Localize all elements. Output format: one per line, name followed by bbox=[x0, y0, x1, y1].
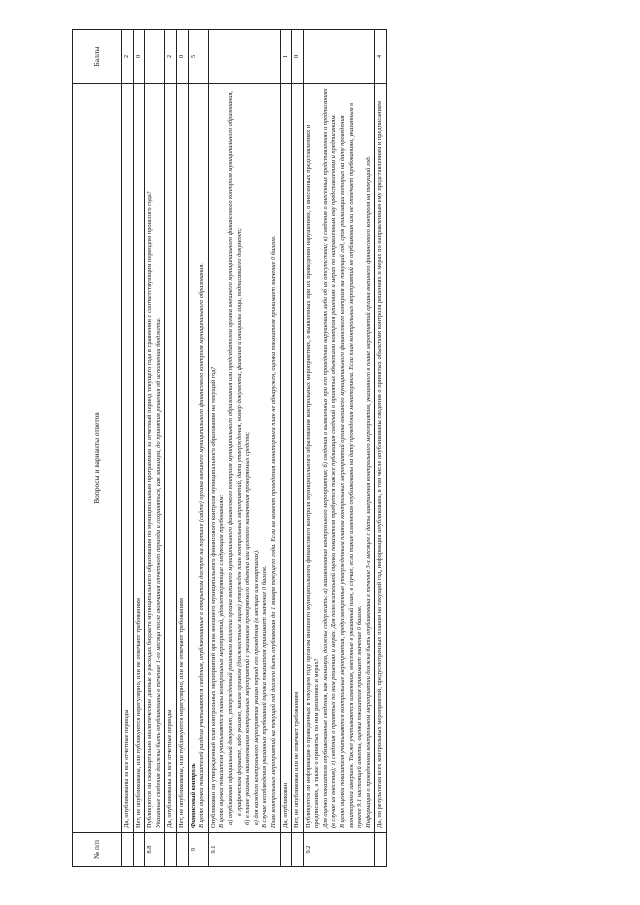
question-note: Для оценки показателя опубликованные сведения, как минимум, должны содержать: а) наименование контрольного мероприятия; б) сведения о выявленных при его проведении нарушениях либо об их отсутствии; в) сведения о внесенных представлениях и предписаниях (в случае их внесения); г) сведения о принятых по ним решениях и мерах. Для положительной оценки показателя требуется также публикация сведений о принятых объектами контроля решениях и мерах по направленным ему представлениям и предписаниям. bbox=[321, 88, 338, 828]
table-row bbox=[165, 30, 177, 867]
section-row-9 bbox=[188, 30, 208, 867]
score-cell: 0 bbox=[292, 30, 304, 84]
score-cell: 0 bbox=[133, 30, 145, 84]
question-row-9-2 bbox=[303, 30, 375, 867]
table-row bbox=[375, 30, 387, 867]
score-cell bbox=[208, 30, 280, 84]
question-text: Публикуются ли сжеквартально аналитические данные о расходах бюджета муниципального образования по муниципальным программам за отчетный период текущего года в сравнении с соответствующим периодом прошлого года? bbox=[146, 191, 154, 828]
requirement-item: б) в плане указаны наименования контрольных мероприятий с указанием проверяемого объекта или целевого назначения проверяемых средств; bbox=[244, 431, 252, 825]
answer-option: Нет, не опубликованы, или публикуются нерегулярно, или не отвечают требованиям bbox=[133, 84, 145, 833]
row-num bbox=[133, 833, 145, 867]
question-note: Указанные сведения должны быть опубликованы в течение 1-го месяца после окончания отчетного периода и сохраняться, как минимум, до принятия решения об исполнении бюджета. bbox=[154, 317, 162, 828]
question-cell bbox=[145, 84, 165, 833]
header-question: Вопросы и варианты ответов bbox=[73, 84, 122, 833]
answer-option: Да, по результатам всех контрольных мероприятий, предусмотренных планом на текущий год, информация опубликована, в том числе опубликованы сведения о принятых объектами контроля решениях и мерах по направленным ему представлениям и предписаниям bbox=[375, 84, 387, 833]
question-note: В случае несоблюдения указанных требований оценка показателя принимает значение 0 баллов. bbox=[261, 565, 269, 828]
score-cell bbox=[303, 30, 375, 84]
question-number: 9.2 bbox=[303, 833, 375, 867]
answer-option: Да, опубликован bbox=[280, 84, 292, 833]
question-text: Опубликован ли утвержденный план контрольных мероприятий органа внешнего муниципального финансового контроля муниципального образования на текущий год? bbox=[209, 366, 217, 828]
table-row bbox=[133, 30, 145, 867]
score-cell: 1 bbox=[280, 30, 292, 84]
row-num bbox=[165, 833, 177, 867]
section-number: 9 bbox=[188, 833, 208, 867]
row-num bbox=[292, 833, 304, 867]
score-cell bbox=[145, 30, 165, 84]
answer-option: Нет, не опубликованы, или публикуются нерегулярно, или не отвечают требованиям bbox=[176, 84, 188, 833]
section-note: В целях оценки показателей раздела учитываются сведения, опубликованные в открытом доступе на портале (сайте) органа внешнего муниципального финансового контроля муниципального образования. bbox=[198, 263, 206, 828]
score-cell: 5 bbox=[188, 30, 208, 84]
requirement-item: в) для каждого контрольного мероприятия указан период его проведения (в месяцах или кварталах). bbox=[252, 549, 260, 825]
table-row bbox=[122, 30, 134, 867]
questionnaire-table bbox=[72, 29, 387, 867]
score-cell: 0 bbox=[176, 30, 188, 84]
row-num bbox=[280, 833, 292, 867]
answer-option: Да, опубликованы за все отчетные периоды bbox=[122, 84, 134, 833]
table-header-row bbox=[73, 30, 122, 867]
question-cell bbox=[208, 84, 280, 833]
answer-option: Да, опубликованы за все отчетные периоды bbox=[165, 84, 177, 833]
header-num: № п/п bbox=[73, 833, 122, 867]
question-number: 8.8 bbox=[145, 833, 165, 867]
score-cell: 2 bbox=[165, 30, 177, 84]
table-row bbox=[292, 30, 304, 867]
question-row-8-8 bbox=[145, 30, 165, 867]
question-cell bbox=[303, 84, 375, 833]
score-cell: 2 bbox=[122, 30, 134, 84]
header-score: Баллы bbox=[73, 30, 122, 84]
answer-option: Нет, не опубликован или не отвечает требованиям bbox=[292, 84, 304, 833]
question-row-9-1 bbox=[208, 30, 280, 867]
question-text: Публикуется ли информация о проведенных в текущем году органом внешнего муниципального финансового контроля муниципального образования контрольных мероприятиях, о выявленных при их проведении нарушениях, о внесенных представлениях и предписаниях, а также о принятых по ним решениях и мерах? bbox=[304, 124, 321, 828]
section-title: Финансовый контроль bbox=[189, 763, 197, 828]
table-row bbox=[280, 30, 292, 867]
question-note: Информация о проведенном контрольном мероприятии должна быть опубликована в течение 3-х месяцев с даты завершения контрольного мероприятия, указанного в плане мероприятий органа внешнего финансового контроля на текущий год. bbox=[364, 155, 372, 828]
row-num bbox=[375, 833, 387, 867]
row-num bbox=[122, 833, 134, 867]
question-note: В целях оценки показателя учитываются контрольные мероприятия, предусмотренные утвержденным планом контрольных мероприятий органа внешнего муниципального финансового контроля на текущий год, срок реализации которых на дату проведения мониторинга завершен. Также учитываются изменения, внесенные в указанный план, в случае, если такие изменения опубликованы на дату проведения мониторинга. Если план контрольных мероприятий не опубликован или не отвечает требованиям, указанным в пункте 9.1 настоящей анкеты, оценка показателя принимает значение 0 баллов. bbox=[339, 103, 364, 828]
question-number: 9.1 bbox=[208, 833, 280, 867]
table-row bbox=[176, 30, 188, 867]
question-intro: В целях оценки показателя учитываются планы контрольных мероприятий, удовлетворяющие следующим требованиям: bbox=[218, 494, 226, 828]
question-note: План контрольных мероприятий на текущий год должен быть опубликован до 1 января текущего года. Если на момент проведения мониторинга план не обнаружен, оценка показателя принимает значение 0 баллов. bbox=[269, 235, 277, 828]
score-cell: 4 bbox=[375, 30, 387, 84]
requirement-item: а) опубликован официальный документ, утвержденный решением коллегии органа внешнего муниципального финансового контроля муниципального образования или председателем органа внешнего муниципального финансового контроля муниципального образования, в графическом формате, либо указано, каким органом (должностным лицом) утвержден план контрольных мероприятий, дата утверждения, номер документа, фамилия и инициалы лица, подписавшего документ; bbox=[226, 90, 243, 825]
section-cell bbox=[188, 84, 208, 833]
row-num bbox=[176, 833, 188, 867]
